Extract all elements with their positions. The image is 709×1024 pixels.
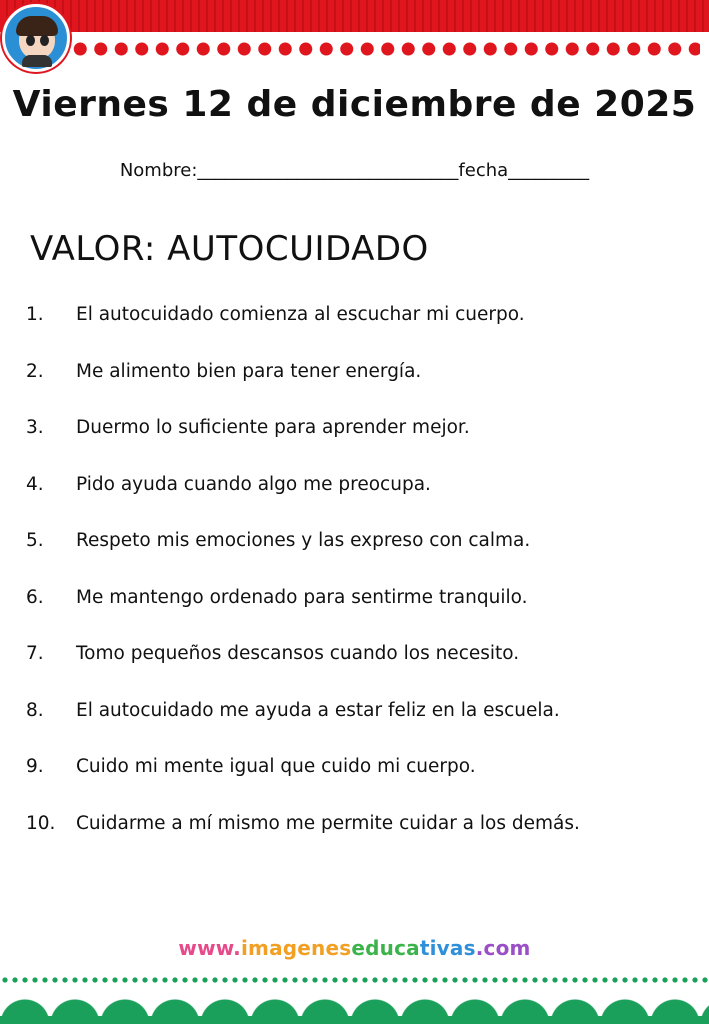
bottom-dot-border <box>0 976 709 984</box>
item-text: Tomo pequeños descansos cuando los necesito. <box>76 643 520 664</box>
list-item <box>26 700 706 757</box>
url-part: educa <box>351 936 420 960</box>
item-text: Me alimento bien para tener energía. <box>76 360 422 382</box>
bottom-green-band <box>0 1016 709 1024</box>
top-dot-border <box>70 40 700 58</box>
item-text: Duermo lo suficiente para aprender mejor. <box>76 417 470 438</box>
url-part: tivas <box>419 936 476 960</box>
logo-body <box>22 55 52 67</box>
logo-icon <box>2 4 70 72</box>
list-item <box>26 417 706 474</box>
url-part: www. <box>178 936 241 960</box>
top-red-band <box>0 0 709 32</box>
list-item <box>26 643 706 700</box>
url-part: .com <box>475 936 531 960</box>
list-item <box>26 587 706 644</box>
item-number: 5. <box>26 530 44 551</box>
url-part: imagenes <box>240 936 352 960</box>
list-item <box>26 756 706 813</box>
value-list <box>26 304 706 869</box>
page-title: Viernes 12 de diciembre de 2025 <box>12 84 697 125</box>
list-item <box>26 813 706 870</box>
logo-eye-left <box>26 35 35 46</box>
list-item <box>26 304 706 361</box>
item-number: 10. <box>26 812 56 834</box>
item-number: 1. <box>26 304 44 325</box>
item-text: El autocuidado me ayuda a estar feliz en la escuela. <box>76 699 560 721</box>
list-item <box>26 361 706 418</box>
item-text: Me mantengo ordenado para sentirme tranquilo. <box>76 586 528 608</box>
item-number: 6. <box>26 586 44 608</box>
logo-hair <box>16 16 58 36</box>
item-number: 3. <box>26 417 44 438</box>
footer-website-link[interactable] <box>0 936 709 960</box>
item-text: El autocuidado comienza al escuchar mi cuerpo. <box>76 304 525 325</box>
item-text: Cuidarme a mí mismo me permite cuidar a los demás. <box>76 812 580 834</box>
section-heading: VALOR: AUTOCUIDADO <box>30 229 429 269</box>
item-number: 8. <box>26 699 44 721</box>
name-date-line: Nombre:_____________________________fecha_________ <box>119 160 590 181</box>
item-number: 7. <box>26 643 44 664</box>
item-number: 9. <box>26 756 44 777</box>
logo-eye-right <box>40 35 49 46</box>
item-number: 4. <box>26 473 44 495</box>
list-item <box>26 474 706 531</box>
list-item <box>26 530 706 587</box>
item-text: Cuido mi mente igual que cuido mi cuerpo. <box>76 756 476 777</box>
item-text: Respeto mis emociones y las expreso con calma. <box>76 530 531 551</box>
item-text: Pido ayuda cuando algo me preocupa. <box>76 473 431 495</box>
item-number: 2. <box>26 360 44 382</box>
